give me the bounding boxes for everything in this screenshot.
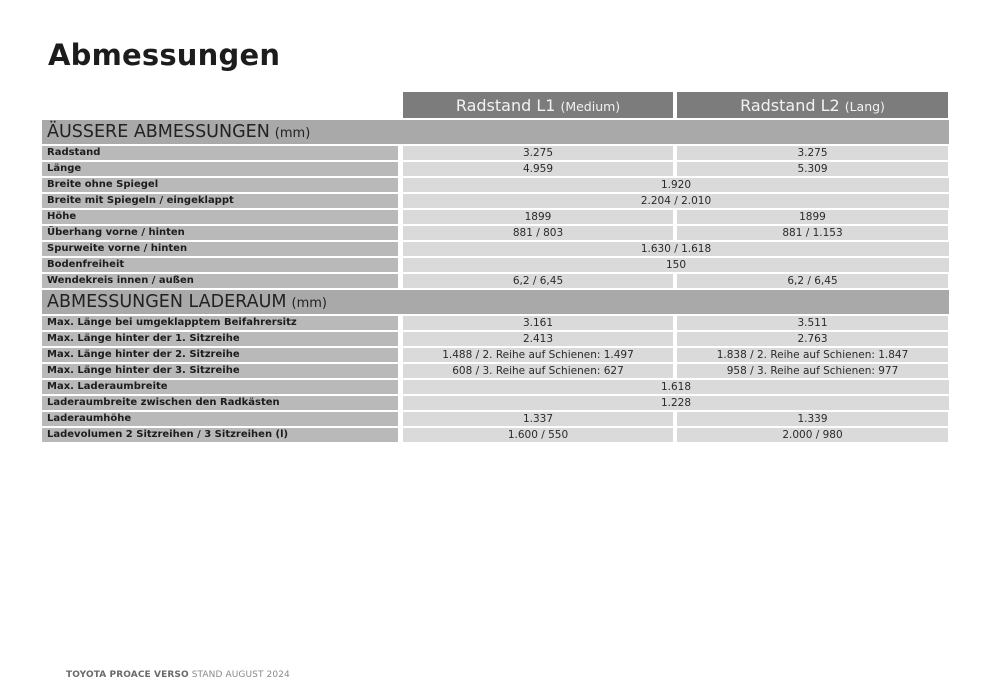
- table-row: [42, 226, 949, 240]
- value-cell-l1: 2.413: [403, 332, 673, 346]
- row-label: Laderaumbreite zwischen den Radkästen: [42, 396, 398, 410]
- value-cell-l1: 1.600 / 550: [403, 428, 673, 442]
- column-header-l1-label: Radstand L1: [455, 95, 556, 115]
- value-cell-l1: 1.488 / 2. Reihe auf Schienen: 1.497: [403, 348, 673, 362]
- section-header: [42, 290, 949, 314]
- value-cell-l2: 3.275: [677, 146, 948, 160]
- row-label: Spurweite vorne / hinten: [42, 242, 398, 256]
- row-label: Breite mit Spiegeln / eingeklappt: [42, 194, 398, 208]
- row-label: Max. Laderaumbreite: [42, 380, 398, 394]
- row-label: Max. Länge hinter der 2. Sitzreihe: [42, 348, 398, 362]
- table-row: [42, 210, 949, 224]
- value-cell-both: 1.920: [403, 178, 949, 192]
- row-label: Länge: [42, 162, 398, 176]
- row-label: Breite ohne Spiegel: [42, 178, 398, 192]
- value-cell-l2: 2.000 / 980: [677, 428, 948, 442]
- section-title: ABMESSUNGEN LADERAUM: [47, 292, 287, 312]
- value-cell-both: 1.618: [403, 380, 949, 394]
- table-row: [42, 364, 949, 378]
- value-cell-l1: 608 / 3. Reihe auf Schienen: 627: [403, 364, 673, 378]
- row-label: Bodenfreiheit: [42, 258, 398, 272]
- column-header-l2-sub: (Lang): [844, 98, 885, 114]
- value-cell-l1: 3.161: [403, 316, 673, 330]
- value-cell-both: 1.630 / 1.618: [403, 242, 949, 256]
- table-row: [42, 146, 949, 160]
- value-cell-l2: 958 / 3. Reihe auf Schienen: 977: [677, 364, 948, 378]
- column-header-l1-sub: (Medium): [560, 98, 621, 114]
- value-cell-l1: 1.337: [403, 412, 673, 426]
- footer-note: STAND AUGUST 2024: [191, 670, 290, 680]
- value-cell-l2: 3.511: [677, 316, 948, 330]
- row-label: Ladevolumen 2 Sitzreihen / 3 Sitzreihen (l): [42, 428, 398, 442]
- table-row: [42, 258, 949, 272]
- table-row: [42, 412, 949, 426]
- table-row: [42, 332, 949, 346]
- footer: [66, 670, 290, 680]
- table-row: [42, 428, 949, 442]
- value-cell-l2: 881 / 1.153: [677, 226, 948, 240]
- value-cell-l2: 1.838 / 2. Reihe auf Schienen: 1.847: [677, 348, 948, 362]
- table-row: [42, 380, 949, 394]
- table-row: [42, 178, 949, 192]
- value-cell-l2: 2.763: [677, 332, 948, 346]
- table-row: [42, 316, 949, 330]
- column-header-l2-label: Radstand L2: [740, 95, 840, 115]
- table-row: [42, 242, 949, 256]
- table-row: [42, 162, 949, 176]
- value-cell-both: 1.228: [403, 396, 949, 410]
- section-unit: (mm): [291, 295, 327, 311]
- value-cell-both: 2.204 / 2.010: [403, 194, 949, 208]
- table-row: [42, 194, 949, 208]
- row-label: Radstand: [42, 146, 398, 160]
- value-cell-l2: 6,2 / 6,45: [677, 274, 948, 288]
- value-cell-l1: 3.275: [403, 146, 673, 160]
- table-sections: [42, 120, 949, 442]
- table-row: [42, 396, 949, 410]
- value-cell-l2: 5.309: [677, 162, 948, 176]
- table-row: [42, 274, 949, 288]
- row-label: Max. Länge bei umgeklapptem Beifahrersitz: [42, 316, 398, 330]
- row-label: Max. Länge hinter der 3. Sitzreihe: [42, 364, 398, 378]
- row-label: Max. Länge hinter der 1. Sitzreihe: [42, 332, 398, 346]
- value-cell-both: 150: [403, 258, 949, 272]
- value-cell-l1: 881 / 803: [403, 226, 673, 240]
- section-title: ÄUSSERE ABMESSUNGEN: [47, 122, 270, 142]
- row-label: Wendekreis innen / außen: [42, 274, 398, 288]
- page-title: Abmessungen: [48, 38, 281, 72]
- value-cell-l1: 4.959: [403, 162, 673, 176]
- section-header: [42, 120, 949, 144]
- header-spacer: [42, 92, 403, 118]
- footer-brand: TOYOTA PROACE VERSO: [66, 670, 189, 680]
- table-row: [42, 348, 949, 362]
- value-cell-l1: 1899: [403, 210, 673, 224]
- dimensions-table: [42, 92, 949, 444]
- column-header-l1: [403, 92, 673, 118]
- row-label: Überhang vorne / hinten: [42, 226, 398, 240]
- section-unit: (mm): [274, 125, 311, 141]
- value-cell-l2: 1899: [677, 210, 948, 224]
- row-label: Laderaumhöhe: [42, 412, 398, 426]
- value-cell-l1: 6,2 / 6,45: [403, 274, 673, 288]
- row-label: Höhe: [42, 210, 398, 224]
- column-header-l2: [677, 92, 948, 118]
- column-header-row: [42, 92, 949, 118]
- value-cell-l2: 1.339: [677, 412, 948, 426]
